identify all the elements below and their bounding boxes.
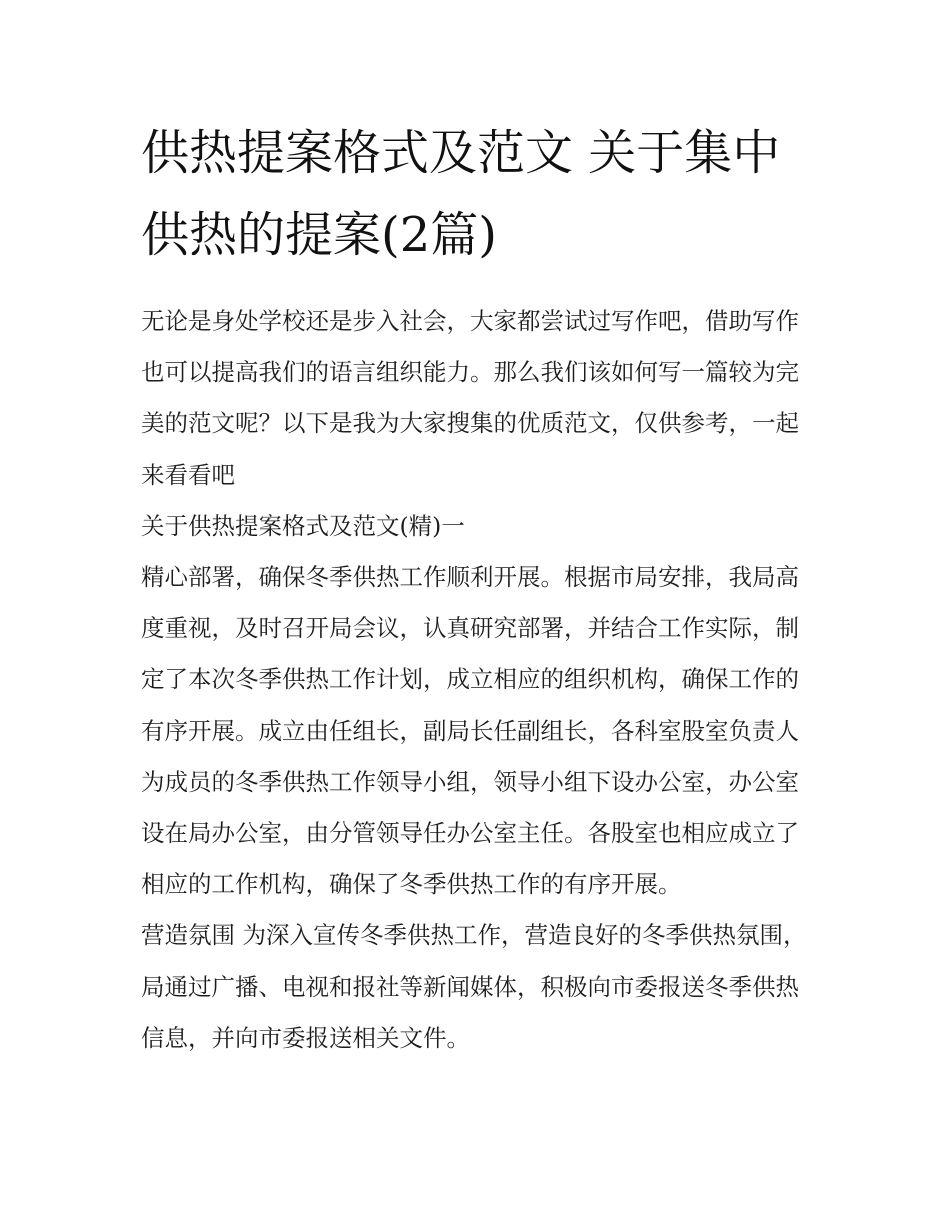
document-body [141, 296, 813, 1064]
document-content [141, 112, 813, 1064]
section-heading: 关于供热提案格式及范文(精)一 [141, 511, 465, 540]
body-paragraph: 营造氛围 为深入宣传冬季供热工作，营造良好的冬季供热氛围，局通过广播、电视和报社等新闻媒体，积极向市委报送冬季供热信息，并向市委报送相关文件。 [141, 921, 807, 1052]
document-title: 供热提案格式及范文 关于集中供热的提案(2篇) [141, 125, 781, 263]
intro-paragraph: 无论是身处学校还是步入社会，大家都尝试过写作吧，借助写作也可以提高我们的语言组织能力。那么我们该如何写一篇较为完美的范文呢？以下是我为大家搜集的优质范文，仅供参考，一起来看看吧 [141, 307, 799, 489]
body-paragraph: 精心部署，确保冬季供热工作顺利开展。根据市局安排，我局高度重视，及时召开局会议，认真研究部署，并结合工作实际，制定了本次冬季供热工作计划，成立相应的组织机构，确保工作的有序开展。成立由任组长，副局长任副组长，各科室股室负责人为成员的冬季供热工作领导小组，领导小组下设办公室，办公室设在局办公室，由分管领导任办公室主任。各股室也相应成立了相应的工作机构，确保了冬季供热工作的有序开展。 [141, 563, 799, 899]
